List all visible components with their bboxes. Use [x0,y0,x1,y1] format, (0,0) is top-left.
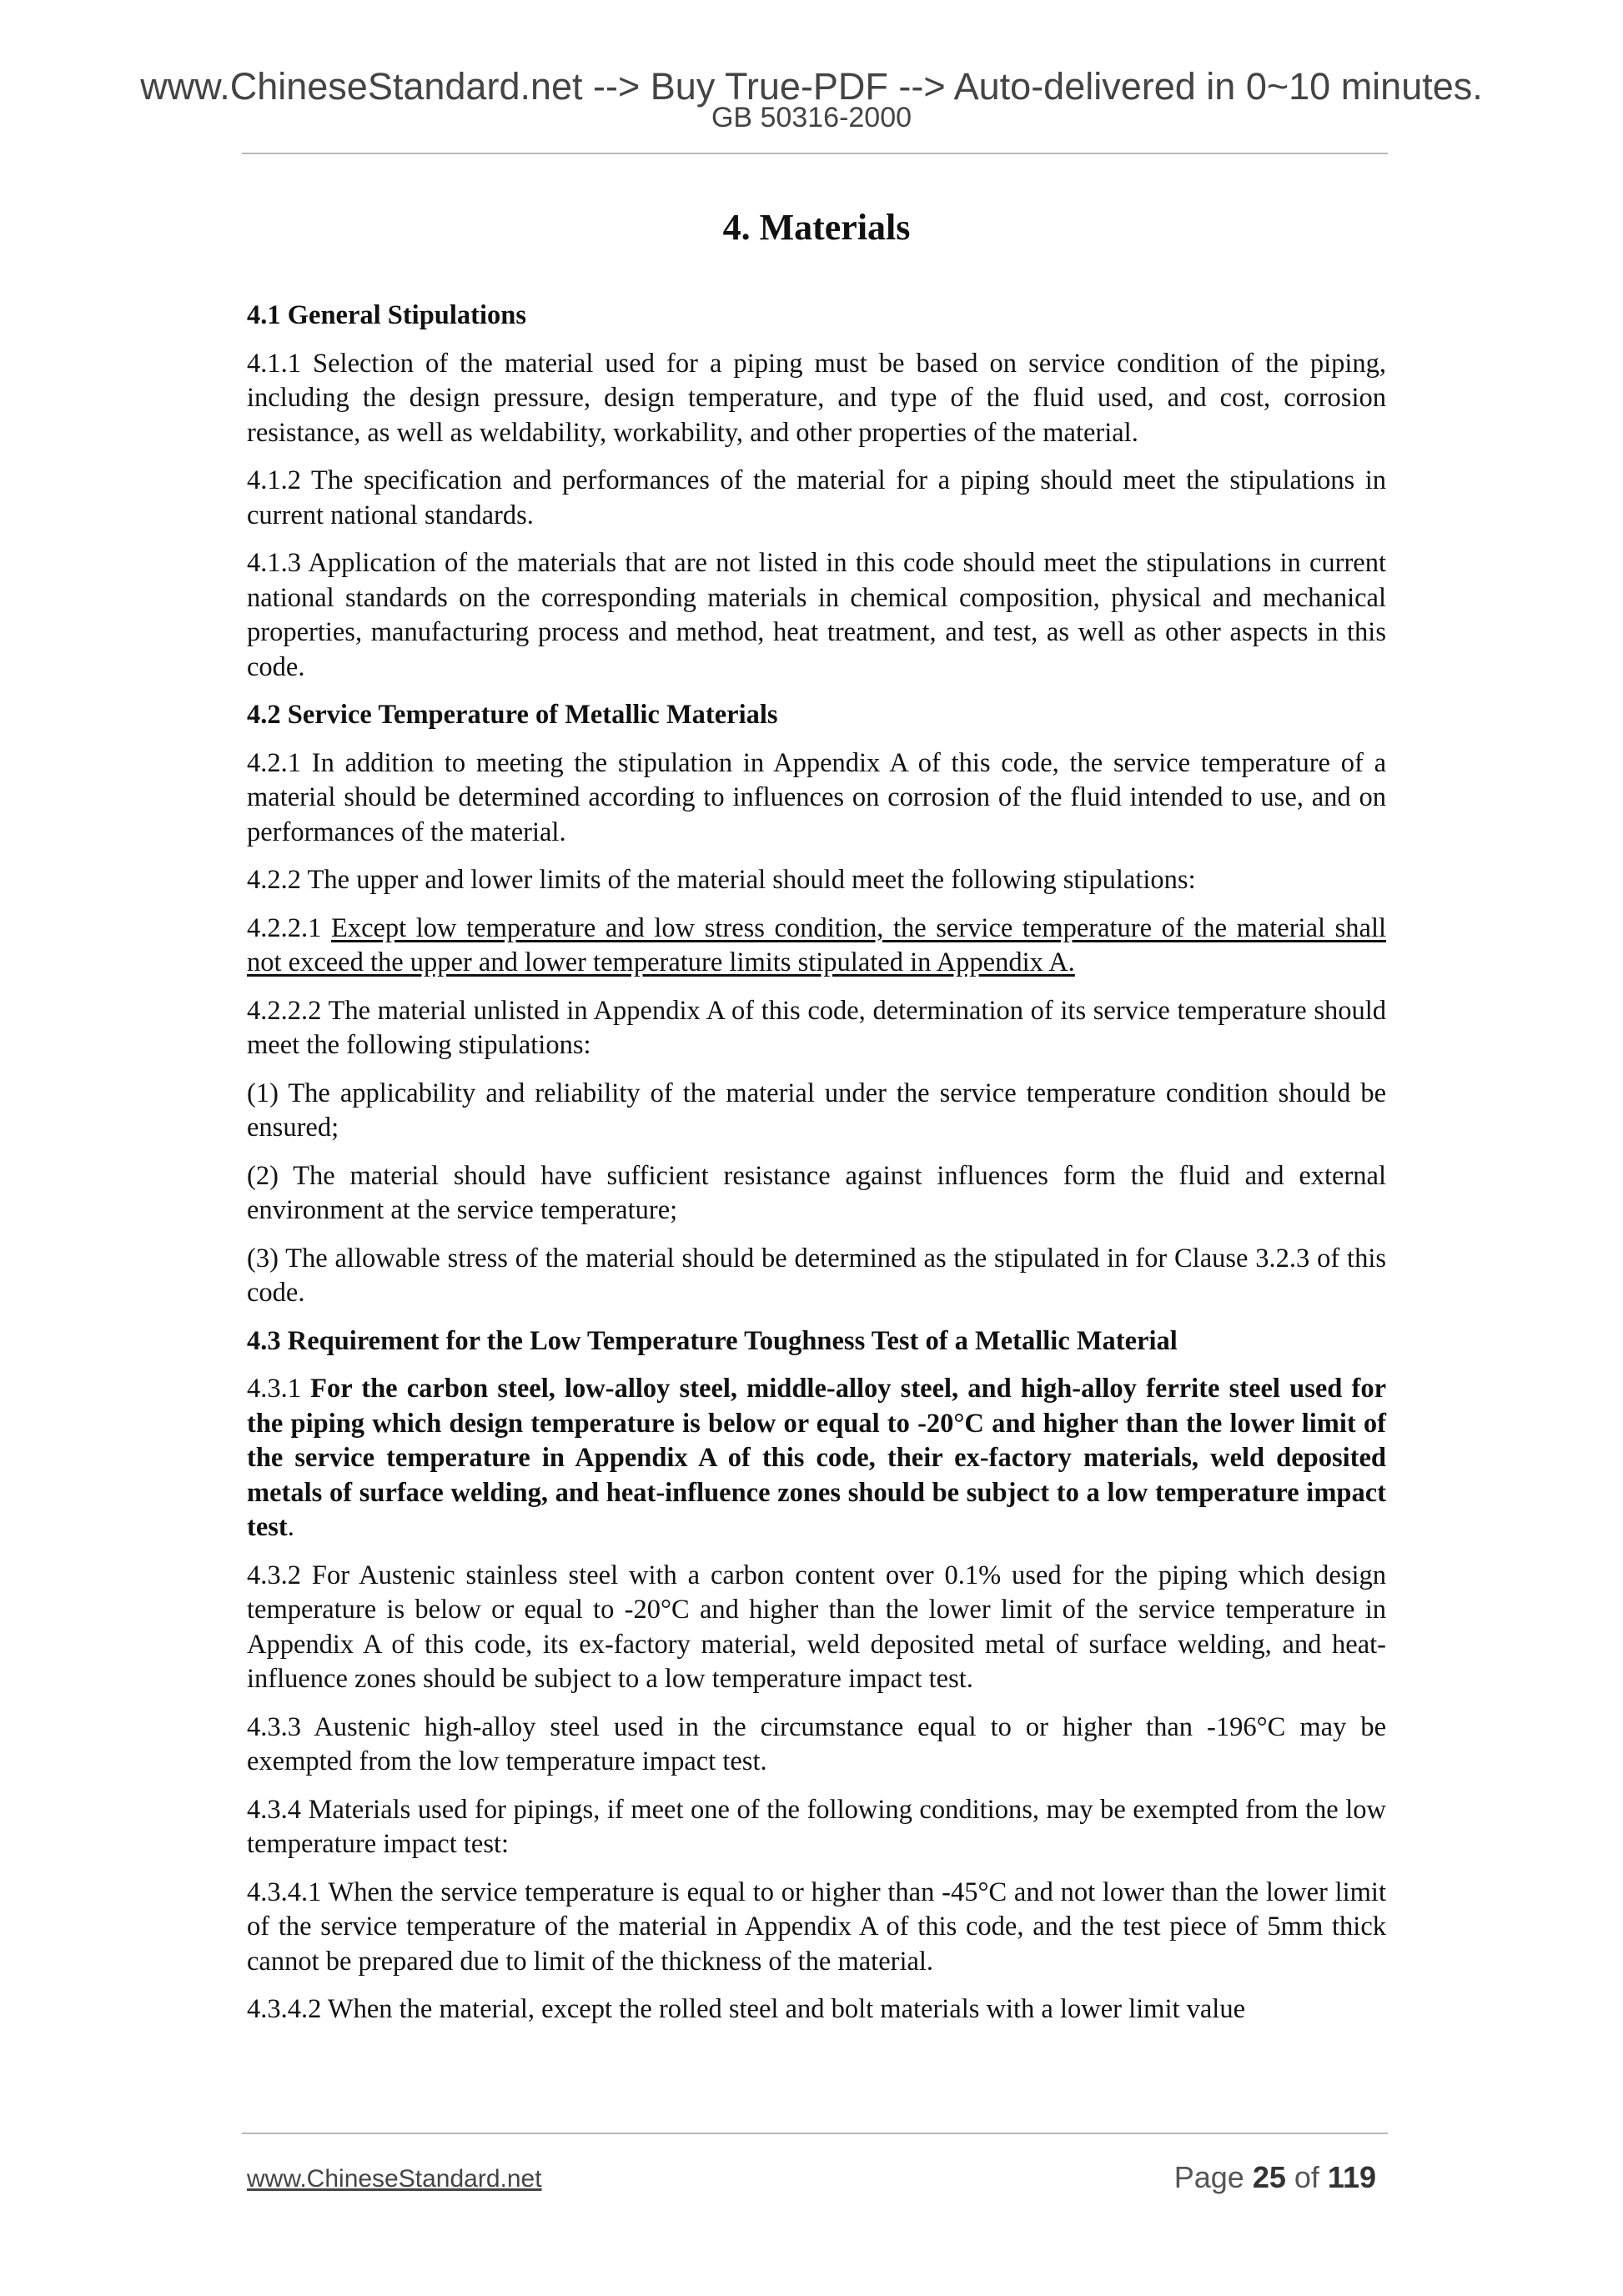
page-of: of [1294,2160,1319,2194]
list-item-1: (1) The applicability and reliability of the material under the service temperature condition should be ensured; [247,1078,1386,1143]
header-banner: www.ChineseStandard.net --> Buy True-PDF --> Auto-delivered in 0~10 minutes. [140,65,1483,108]
page-total: 119 [1327,2160,1376,2194]
clause-4-2-1: 4.2.1 In addition to meeting the stipulation in Appendix A of this code, the service temperature of a material should be determined according to influences on corrosion of the fluid intended to use, and on performances of the material. [247,747,1386,847]
section-title-4-3: 4.3 Requirement for the Low Temperature Toughness Test of a Metallic Material [247,1325,1178,1356]
clause-number: 4.2.2.1 [247,912,322,943]
section-title-4-1: 4.1 General Stipulations [247,300,526,330]
clause-4-2-2-1 [247,912,1386,981]
footer-site-link[interactable]: www.ChineseStandard.net [247,2165,542,2193]
list-item-2: (2) The material should have sufficient resistance against influences form the fluid and external environment at the service temperature; [247,1160,1386,1225]
clause-4-1-2: 4.1.2 The specification and performances of the material for a piping should meet the stipulations in current national standards. [247,465,1386,530]
clause-4-1-1: 4.1.1 Selection of the material used for a piping must be based on service condition of the piping, including the design pressure, design temperature, and type of the fluid used, and cost, corrosion resistance, as well as weldability, workability, and other properties of the material. [247,348,1386,448]
section-title-4-2: 4.2 Service Temperature of Metallic Materials [247,700,778,730]
clause-4-3-4: 4.3.4 Materials used for pipings, if meet one of the following conditions, may be exempted from the low temperature impact test: [247,1794,1386,1859]
clause-4-2-2-2: 4.2.2.2 The material unlisted in Appendix A of this code, determination of its service temperature should meet the following stipulations: [247,995,1386,1060]
bold-clause-text: For the carbon steel, low-alloy steel, middle-alloy steel, and high-alloy ferrite steel used for the piping which design temperature is below or equal to -20°C and higher than the lower limit of the service temperature in Appendix A of this code, their ex-factory materials, weld deposited metals of surface welding, and heat-influence zones should be subject to a low temperature impact test [247,1374,1386,1542]
page-current: 25 [1252,2160,1286,2194]
clause-4-3-4-1: 4.3.4.1 When the service temperature is equal to or higher than -45°C and not lower than the lower limit of the service temperature of the material in Appendix A of this code, and the test piece of 5mm thick cannot be prepared due to limit of the thickness of the material. [247,1876,1386,1977]
header-divider [242,153,1388,154]
standard-code: GB 50316-2000 [711,102,912,133]
clause-4-2-2: 4.2.2 The upper and lower limits of the material should meet the following stipulations: [247,865,1196,895]
clause-4-1-3: 4.1.3 Application of the materials that are not listed in this code should meet the stipulations in current national standards on the corresponding materials in chemical composition, physical and mechanical properties, manufacturing process and method, heat treatment, and test, as well as other aspects in this code. [247,548,1386,682]
clause-4-3-2: 4.3.2 For Austenic stainless steel with a carbon content over 0.1% used for the piping which design temperature is below or equal to -20°C and higher than the lower limit of the service temperature in Appendix A of this code, its ex-factory material, weld deposited metal of surface welding, and heat-influence zones should be subject to a low temperature impact test. [247,1560,1386,1694]
clause-number: 4.3.1 [247,1374,301,1404]
clause-end-period: . [287,1512,294,1542]
page-word: Page [1173,2160,1244,2194]
page-indicator [1174,2160,1376,2195]
list-item-3: (3) The allowable stress of the material should be determined as the stipulated in for Clause 3.2.3 of this code. [247,1243,1386,1308]
clause-4-3-1 [247,1372,1386,1545]
chapter-title: 4. Materials [722,207,911,248]
footer-divider [242,2133,1388,2134]
underlined-clause-text: Except low temperature and low stress condition, the service temperature of the material shall not exceed the upper and lower temperature limits stipulated in Appendix A. [247,912,1387,977]
clause-4-3-3: 4.3.3 Austenic high-alloy steel used in the circumstance equal to or higher than -196°C may be exempted from the low temperature impact test. [247,1711,1386,1776]
clause-4-3-4-2: 4.3.4.2 When the material, except the rolled steel and bolt materials with a lower limit value [247,1994,1246,2024]
document-body [247,207,1386,2041]
